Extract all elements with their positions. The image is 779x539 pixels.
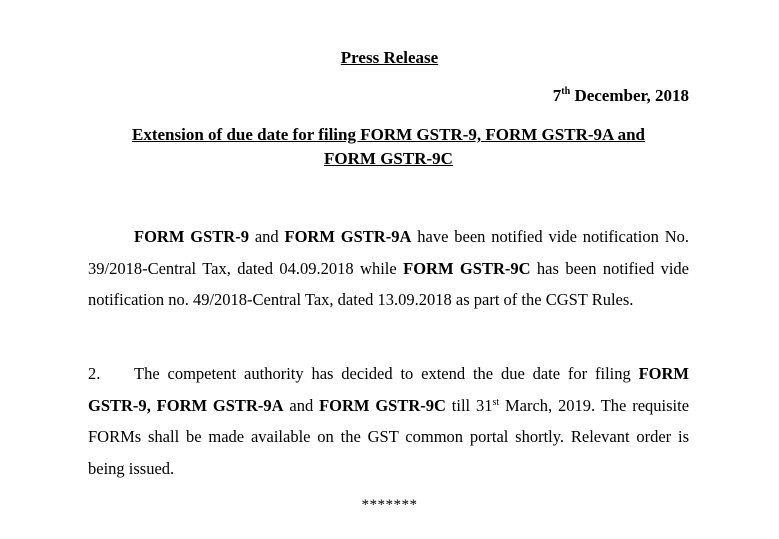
form-gstr9a-label: FORM GSTR-9A <box>156 395 284 415</box>
paragraph-text: and <box>283 395 320 415</box>
paragraph-number: 2. <box>88 364 101 383</box>
form-gstr9a-label: FORM GSTR-9A <box>284 227 412 246</box>
date-month-year: December, 2018 <box>570 86 689 105</box>
subject-line-2: FORM GSTR-9C <box>324 149 453 168</box>
paragraph-text: have been notified vide notification No. 39/2018-Central Tax, dated 04.09.2018 while <box>88 227 689 278</box>
subject-line-1: Extension of due date for filing FORM GSTR-9, FORM GSTR-9A and <box>131 125 646 144</box>
form-gstr9c-label: FORM GSTR-9C <box>403 258 531 278</box>
form-gstr9c-label: FORM GSTR-9C <box>319 395 446 415</box>
paragraph-text: has been notified vide notification no. 49/2018-Central Tax, dated 13.09.2018 as part of the CGST Rules. <box>88 258 690 309</box>
date-suffix: st <box>492 396 500 408</box>
paragraph-text: The competent authority has decided to extend the due date for filing <box>134 364 639 383</box>
form-gstr9-label: FORM GSTR-9 <box>88 364 689 415</box>
paragraph-text: , <box>146 395 157 415</box>
page-title: Press Release <box>340 48 439 67</box>
paragraph-1 <box>88 221 689 316</box>
date-day: 7 <box>552 86 562 105</box>
subject-heading <box>88 123 689 171</box>
paragraph-2 <box>88 358 689 484</box>
release-date <box>553 86 689 106</box>
form-gstr9-label: FORM GSTR-9 <box>134 227 249 246</box>
paragraph-text: and <box>248 227 285 246</box>
paragraph-text: till 31 <box>445 395 493 415</box>
date-day-suffix: th <box>561 86 571 97</box>
paragraph-text: March, 2019. The requisite FORMs shall be made available on the GST common portal shortly. Relevant order is being issued. <box>88 395 690 478</box>
end-marker: ******* <box>361 497 418 513</box>
